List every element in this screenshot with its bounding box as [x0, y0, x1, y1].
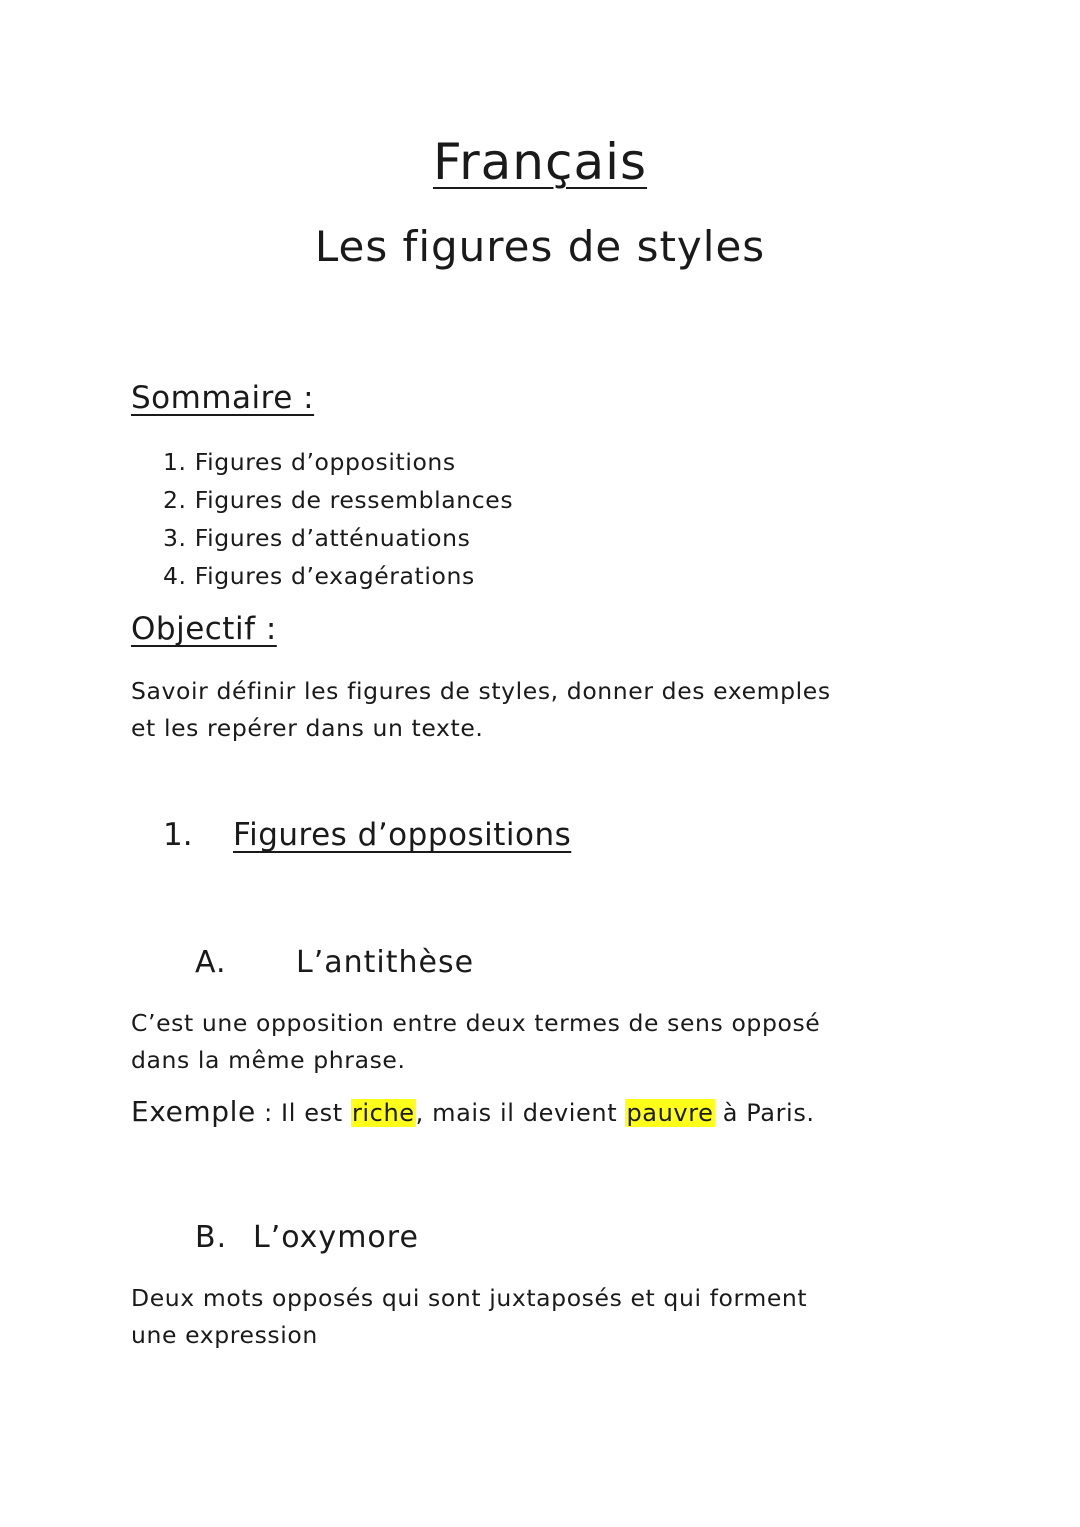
- subsection-b-letter: B.: [195, 1220, 228, 1255]
- example-text-1: Il est: [281, 1099, 351, 1127]
- objective-text: [131, 673, 951, 747]
- example-text-3: à Paris.: [714, 1099, 815, 1127]
- section-1-title: Figures d’oppositions: [233, 817, 572, 853]
- highlight-pauvre: pauvre: [626, 1099, 714, 1127]
- antithese-line-2: dans la même phrase.: [131, 1046, 406, 1074]
- section-1-number: 1.: [163, 817, 193, 853]
- page-subtitle: Les figures de styles: [314, 222, 766, 271]
- objective-line-2: et les repérer dans un texte.: [131, 714, 484, 742]
- oxymore-definition: [131, 1280, 951, 1354]
- antithese-definition: [131, 1005, 951, 1079]
- example-text-2: , mais il devient: [415, 1099, 626, 1127]
- objective-line-1: Savoir définir les figures de styles, donner des exemples: [131, 677, 831, 705]
- summary-list: [163, 443, 513, 595]
- summary-item: 1. Figures d’oppositions: [163, 448, 456, 476]
- summary-item: 3. Figures d’atténuations: [163, 524, 471, 552]
- page-title: [0, 133, 1080, 191]
- subsection-a-letter: A.: [195, 945, 227, 980]
- antithese-example: [131, 1095, 815, 1128]
- objective-heading: Objectif :: [131, 611, 277, 647]
- oxymore-line-2: une expression: [131, 1321, 318, 1349]
- subsection-a-title: L’antithèse: [296, 945, 475, 980]
- summary-heading: Sommaire :: [131, 380, 315, 416]
- antithese-line-1: C’est une opposition entre deux termes de sens opposé: [131, 1009, 821, 1037]
- subsection-b-title: L’oxymore: [253, 1220, 419, 1255]
- highlight-riche: riche: [351, 1099, 415, 1127]
- summary-item: 2. Figures de ressemblances: [163, 486, 514, 514]
- example-separator: :: [255, 1099, 282, 1127]
- example-label: Exemple: [131, 1095, 256, 1128]
- oxymore-line-1: Deux mots opposés qui sont juxtaposés et qui forment: [131, 1284, 808, 1312]
- page-title-text: Français: [432, 133, 648, 191]
- summary-item: 4. Figures d’exagérations: [163, 562, 475, 590]
